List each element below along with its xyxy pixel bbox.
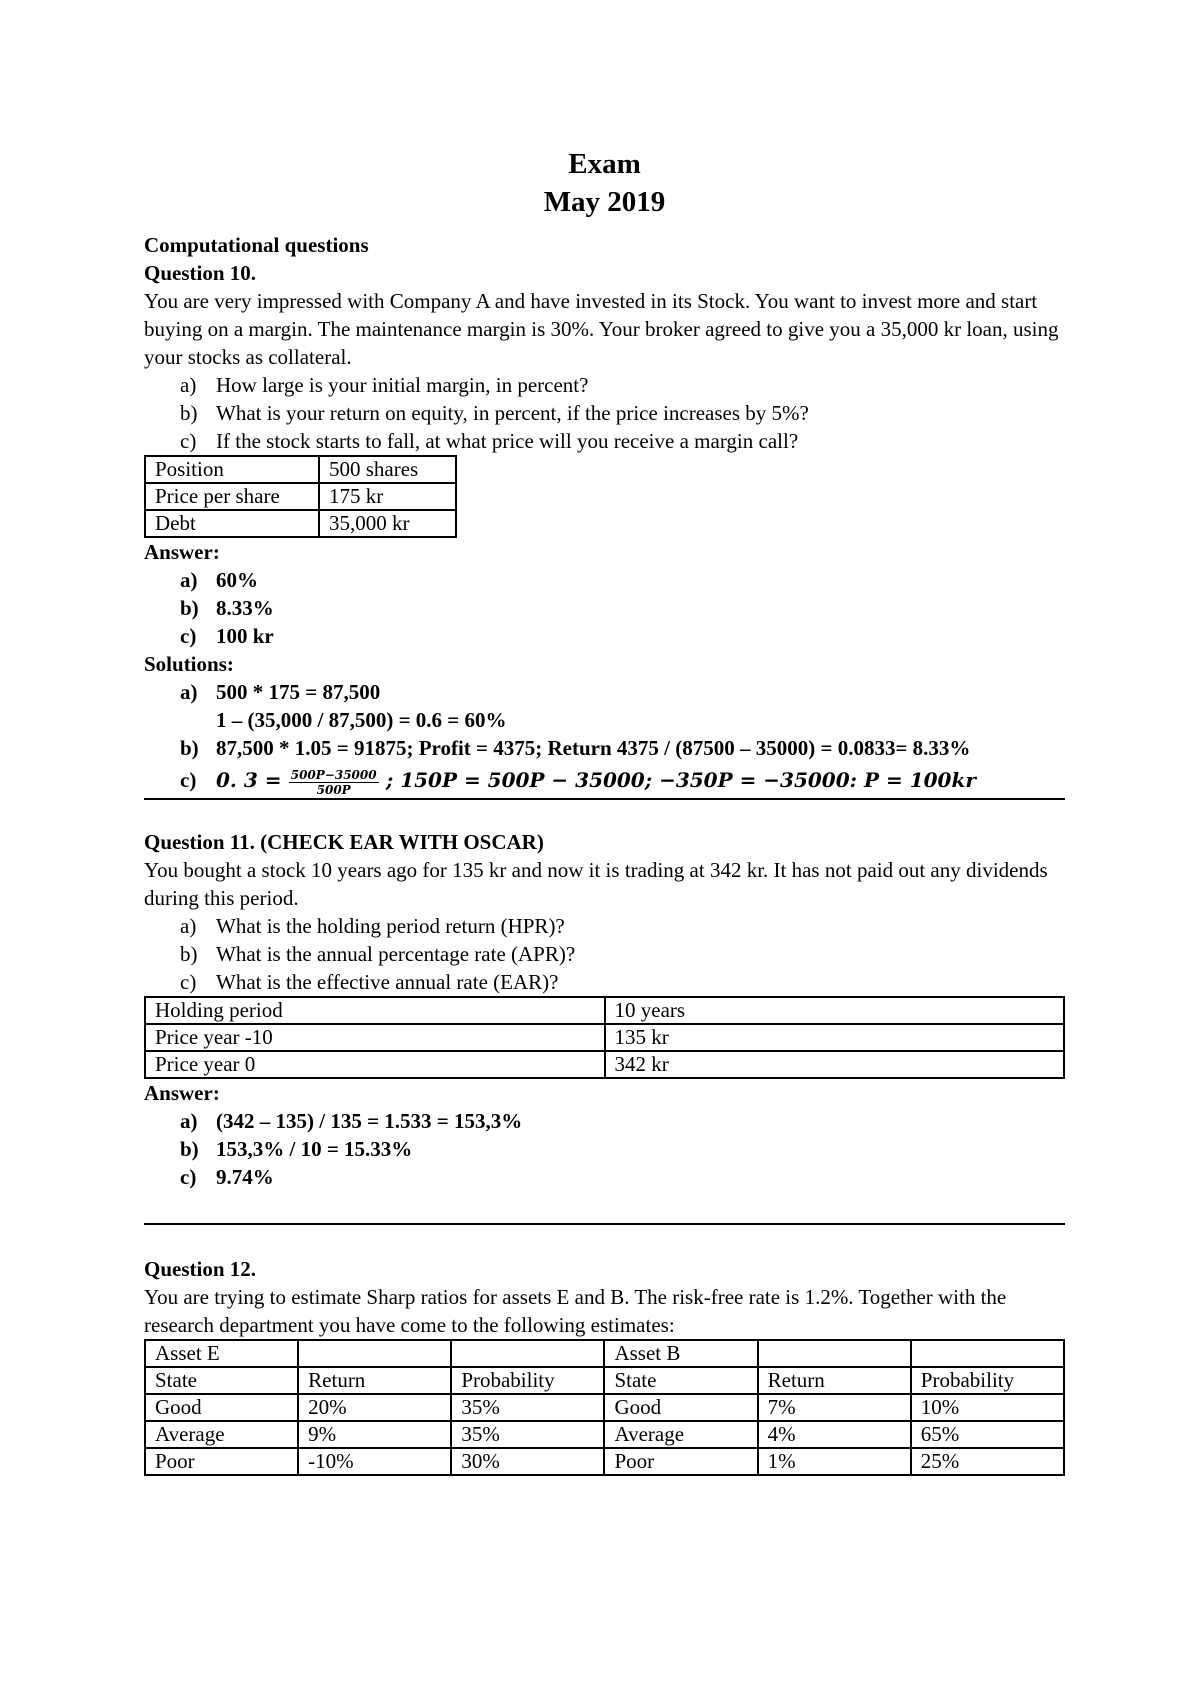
table-cell: 175 kr xyxy=(319,483,456,510)
table-cell: 20% xyxy=(298,1394,451,1421)
equation-fraction xyxy=(289,768,379,797)
table-cell xyxy=(451,1340,604,1367)
table-cell: 500 shares xyxy=(319,456,456,483)
item-label: c) xyxy=(180,1165,197,1189)
q10-solutions xyxy=(144,678,1065,798)
table-row xyxy=(145,1367,1064,1394)
table-cell: -10% xyxy=(298,1448,451,1475)
table-cell xyxy=(911,1340,1064,1367)
q11-intro: You bought a stock 10 years ago for 135 kr and now it is trading at 342 kr. It has not paid out any dividends during this period. xyxy=(144,858,1048,910)
fraction-numerator: 500P−35000 xyxy=(290,767,377,782)
table-row xyxy=(145,456,456,483)
table-cell xyxy=(298,1340,451,1367)
q11-table xyxy=(144,996,1065,1079)
item-text: What is the effective annual rate (EAR)? xyxy=(216,970,559,994)
q11-item-c xyxy=(144,968,1065,996)
q10-table xyxy=(144,455,457,538)
solution-line: 87,500 * 1.05 = 91875; Profit = 4375; Return 4375 / (87500 – 35000) = 0.0833= 8.33% xyxy=(216,736,971,760)
table-cell: Price year -10 xyxy=(145,1024,605,1051)
item-label: a) xyxy=(180,914,197,938)
equation-lhs: 0. 3 = xyxy=(216,768,282,792)
table-cell: Asset E xyxy=(145,1340,298,1367)
solution-line: 500 * 175 = 87,500 xyxy=(216,680,381,704)
table-cell: Debt xyxy=(145,510,319,537)
item-label: b) xyxy=(180,1137,199,1161)
table-cell: 35% xyxy=(451,1394,604,1421)
table-cell: 135 kr xyxy=(605,1024,1065,1051)
table-cell: Price per share xyxy=(145,483,319,510)
table-cell: Position xyxy=(145,456,319,483)
q11-answers xyxy=(144,1107,1065,1191)
table-row xyxy=(145,1448,1064,1475)
q11-answer-heading: Answer: xyxy=(144,1081,220,1105)
q10-intro: You are very impressed with Company A and have invested in its Stock. You want to invest more and start buying on a margin. The maintenance margin is 30%. Your broker agreed to give you a 35,000 kr loan, using your stocks as collateral. xyxy=(144,289,1059,369)
item-label: a) xyxy=(180,568,198,592)
q10-solution-a xyxy=(144,678,1065,734)
table-cell: Good xyxy=(604,1394,757,1421)
answer-text: 100 kr xyxy=(216,624,274,648)
table-row xyxy=(145,1421,1064,1448)
table-cell: 10% xyxy=(911,1394,1064,1421)
table-cell xyxy=(758,1340,911,1367)
table-cell: Probability xyxy=(451,1367,604,1394)
solution-line: 1 – (35,000 / 87,500) = 0.6 = 60% xyxy=(216,708,507,732)
q11-items xyxy=(144,912,1065,996)
q10-item-a xyxy=(144,371,1065,399)
table-cell: 65% xyxy=(911,1421,1064,1448)
table-row xyxy=(145,483,456,510)
item-label: b) xyxy=(180,942,198,966)
table-row xyxy=(145,1394,1064,1421)
q11-answer-a xyxy=(144,1107,1065,1135)
item-label: a) xyxy=(180,1109,198,1133)
q12-intro: You are trying to estimate Sharp ratios for assets E and B. The risk-free rate is 1.2%. Together with the research department you have come to the following estimates: xyxy=(144,1285,1007,1337)
item-label: a) xyxy=(180,680,198,704)
title-date: May 2019 xyxy=(543,186,666,218)
q10-answer-b xyxy=(144,594,1065,622)
table-cell: State xyxy=(604,1367,757,1394)
table-cell: Average xyxy=(604,1421,757,1448)
table-cell: Holding period xyxy=(145,997,605,1024)
table-cell: Price year 0 xyxy=(145,1051,605,1078)
q10-answer-a xyxy=(144,566,1065,594)
q10-solutions-heading: Solutions: xyxy=(144,652,234,676)
item-text: How large is your initial margin, in percent? xyxy=(216,373,589,397)
q10-item-c xyxy=(144,427,1065,455)
table-row xyxy=(145,1024,1064,1051)
answer-text: (342 – 135) / 135 = 1.533 = 153,3% xyxy=(216,1109,523,1133)
q10-solution-c xyxy=(144,762,1065,798)
answer-text: 9.74% xyxy=(216,1165,274,1189)
table-cell: 1% xyxy=(758,1448,911,1475)
table-cell: 342 kr xyxy=(605,1051,1065,1078)
q11-item-a xyxy=(144,912,1065,940)
table-cell: 30% xyxy=(451,1448,604,1475)
table-cell: Poor xyxy=(145,1448,298,1475)
item-label: c) xyxy=(180,768,197,792)
q10-answers xyxy=(144,566,1065,650)
table-row xyxy=(145,510,456,537)
item-label: b) xyxy=(180,736,199,760)
q11-item-b xyxy=(144,940,1065,968)
q10-heading: Question 10. xyxy=(144,261,257,285)
table-cell: Average xyxy=(145,1421,298,1448)
q12-table xyxy=(144,1339,1065,1476)
table-cell: 7% xyxy=(758,1394,911,1421)
item-text: What is your return on equity, in percent, if the price increases by 5%? xyxy=(216,401,809,425)
table-row xyxy=(145,1340,1064,1367)
table-cell: Return xyxy=(298,1367,451,1394)
table-cell: State xyxy=(145,1367,298,1394)
fraction-denominator: 500P xyxy=(316,782,351,797)
item-label: b) xyxy=(180,596,199,620)
q10-answer-heading: Answer: xyxy=(144,540,220,564)
answer-text: 8.33% xyxy=(216,596,274,620)
table-cell: Probability xyxy=(911,1367,1064,1394)
table-cell: 9% xyxy=(298,1421,451,1448)
item-label: b) xyxy=(180,401,198,425)
title-exam: Exam xyxy=(568,148,641,180)
q10-item-b xyxy=(144,399,1065,427)
item-text: What is the annual percentage rate (APR)? xyxy=(216,942,576,966)
item-label: c) xyxy=(180,970,197,994)
q10-items xyxy=(144,371,1065,455)
item-label: a) xyxy=(180,373,197,397)
item-label: c) xyxy=(180,624,197,648)
q10-solution-b xyxy=(144,734,1065,762)
item-label: c) xyxy=(180,429,197,453)
q12-heading: Question 12. xyxy=(144,1257,257,1281)
table-cell: 4% xyxy=(758,1421,911,1448)
table-cell: 25% xyxy=(911,1448,1064,1475)
table-cell: Good xyxy=(145,1394,298,1421)
table-cell: Return xyxy=(758,1367,911,1394)
table-cell: Asset B xyxy=(604,1340,757,1367)
q11-answer-b xyxy=(144,1135,1065,1163)
item-text: If the stock starts to fall, at what price will you receive a margin call? xyxy=(216,429,799,453)
table-row xyxy=(145,997,1064,1024)
table-cell: 10 years xyxy=(605,997,1065,1024)
answer-text: 153,3% / 10 = 15.33% xyxy=(216,1137,413,1161)
item-text: What is the holding period return (HPR)? xyxy=(216,914,565,938)
q11-answer-c xyxy=(144,1163,1065,1191)
table-cell: 35,000 kr xyxy=(319,510,456,537)
table-row xyxy=(145,1051,1064,1078)
q10-answer-c xyxy=(144,622,1065,650)
answer-text: 60% xyxy=(216,568,258,592)
table-cell: Poor xyxy=(604,1448,757,1475)
equation-rhs: ; 150P = 500P − 35000; −350P = −35000: P = 100kr xyxy=(385,768,976,792)
table-cell: 35% xyxy=(451,1421,604,1448)
section-heading: Computational questions xyxy=(144,233,369,257)
q11-heading: Question 11. (CHECK EAR WITH OSCAR) xyxy=(144,830,544,854)
